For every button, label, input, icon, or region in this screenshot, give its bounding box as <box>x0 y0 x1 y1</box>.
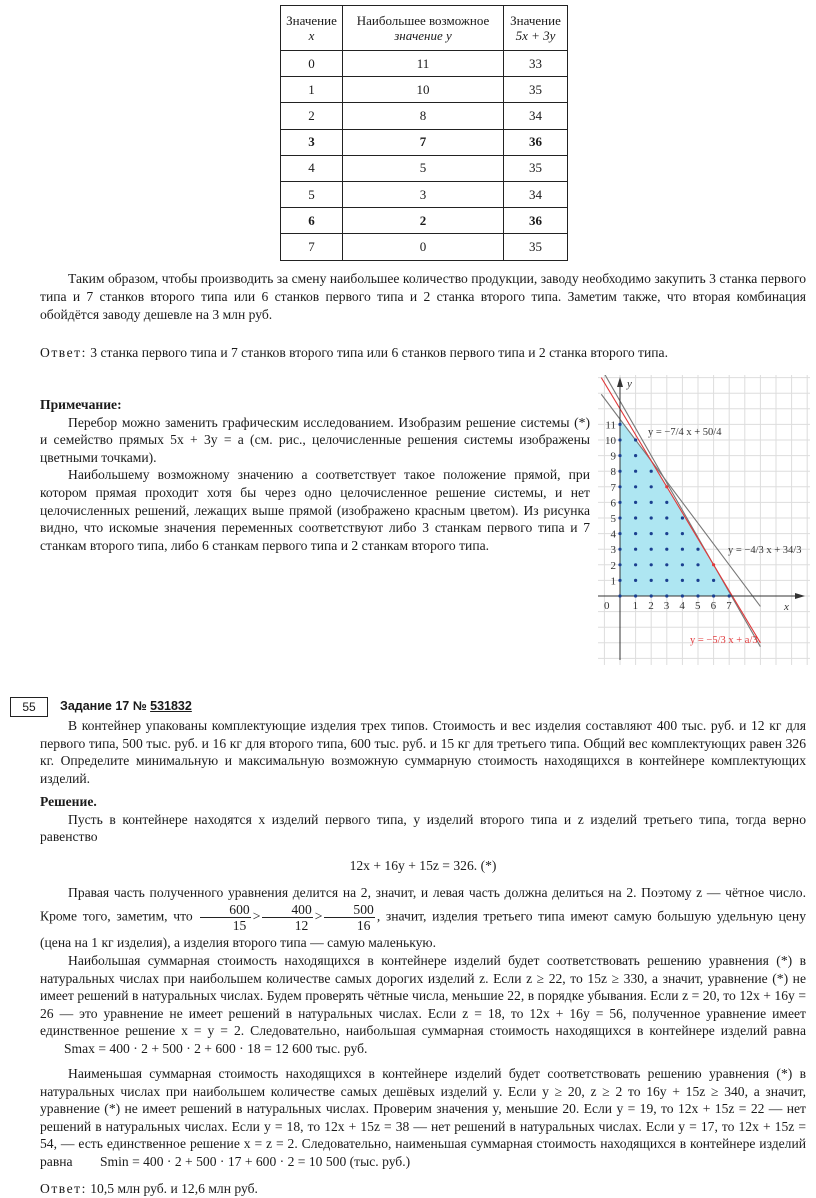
solution-point <box>634 470 637 473</box>
solution-point <box>681 579 684 582</box>
line1-label: y = −7/4 x + 50/4 <box>648 427 722 438</box>
solution-point <box>681 516 684 519</box>
solution-point <box>618 501 621 504</box>
solution-point <box>665 579 668 582</box>
table-row <box>281 181 568 207</box>
solution-point <box>681 594 684 597</box>
y-tick-label: 10 <box>605 435 616 447</box>
solution-point <box>634 485 637 488</box>
y-tick-label: 7 <box>610 481 616 494</box>
table-row <box>281 208 568 234</box>
solution-point <box>665 501 668 504</box>
table-cell: 2 <box>281 103 343 129</box>
note-section <box>40 396 590 554</box>
solution-point <box>634 579 637 582</box>
task-heading: Задание 17 № 531832 <box>60 699 192 713</box>
solution-point <box>618 470 621 473</box>
solution-p1: Пусть в контейнере находятся x изделий первого типа, y изделий второго типа и z изделий третьего типа, тогда верно равенство <box>40 811 806 844</box>
solution-graph <box>598 375 810 665</box>
solution-point <box>618 532 621 535</box>
table-cell: 3 <box>281 129 343 155</box>
solution-point <box>712 563 715 566</box>
table-row <box>281 103 568 129</box>
table-cell: 1 <box>281 77 343 103</box>
table-cell: 35 <box>504 234 568 260</box>
table-cell: 36 <box>504 208 568 234</box>
y-tick-label: 6 <box>610 497 616 510</box>
table-cell: 5 <box>281 181 343 207</box>
table-cell: 33 <box>504 51 568 77</box>
task-id-link[interactable]: 531832 <box>150 699 192 713</box>
task-number-box: 55 <box>10 697 48 717</box>
answer-2: Ответ: 10,5 млн руб. и 12,6 млн руб. <box>40 1181 258 1196</box>
table-cell: 34 <box>504 103 568 129</box>
solution-point <box>696 594 699 597</box>
y-tick-label: 5 <box>610 513 616 525</box>
table-cell: 35 <box>504 155 568 181</box>
solution-point <box>650 563 653 566</box>
solution-point <box>665 548 668 551</box>
solution-point <box>681 532 684 535</box>
x-tick-label: 1 <box>632 600 639 612</box>
note-p1: Перебор можно заменить графическим исследованием. Изобразим решение системы (*) и семейство прямых 5x + 3y = a (см. рис., целочисленные решения системы изображены цветными точками). <box>40 414 590 465</box>
solution-point <box>634 548 637 551</box>
col-header-sum: Значение 5x + 3y <box>504 6 568 51</box>
solution-point <box>634 594 637 597</box>
solution-point <box>696 563 699 566</box>
x-tick-label: 7 <box>726 600 732 612</box>
solution-point <box>696 579 699 582</box>
solution-point <box>618 548 621 551</box>
smax-formula: Smax = 400 · 2 + 500 · 2 + 600 · 18 = 12 600 тыс. руб. <box>64 1040 368 1056</box>
solution-point <box>618 454 621 457</box>
table-row <box>281 77 568 103</box>
x-tick-label: 3 <box>663 600 670 612</box>
feasible-region <box>620 419 731 596</box>
solution-point <box>665 563 668 566</box>
note-p2: Наибольшему возможному значению a соответствует такое положение прямой, при котором прямая проходит хотя бы через одно целочисленное решение системы, и нет целочисленных решений, лежащих выше прямой (изображено красным цветом). Из рисунка видно, что искомые значения переменных соответствуют либо 3 станкам первого типа и 7 станкам второго типа, либо 6 станкам первого типа и 2 станкам второго типа. <box>40 467 590 553</box>
table-cell: 0 <box>281 51 343 77</box>
line3-label: y = −5/3 x + a/3 <box>690 635 758 646</box>
solution-point <box>650 485 653 488</box>
solution-title: Решение. <box>40 794 97 809</box>
col-header-x: Значение x <box>281 6 343 51</box>
x-tick-label: 2 <box>648 600 654 612</box>
table-cell: 34 <box>504 181 568 207</box>
solution-p3: Наибольшая суммарная стоимость находящихся в контейнере изделий будет соответствовать решению уравнения (*) в натуральных числах при наибольшем количестве самых дорогих изделий z. Если z ≥ 22, то 15z ≥ 330, а значит, уравнение (*) не имеет решений в натуральных числах. Будем проверять чётные числа, меньшие 22, в порядке убывания. Если z = 20, то 12x + 16y = 26 — это уравнение не имеет решений в натуральных числах. Если z = 18, то 12x + 16y = 56, полученное уравнение имеет единственное решение x = y = 2. Следовательно, наибольшая суммарная стоимость находящихся в контейнере изделий равна Smax = 400 · 2 + 500 · 2 + 600 · 18 = 12 600 тыс. руб. <box>40 953 806 1056</box>
table-row <box>281 51 568 77</box>
solution-point <box>665 532 668 535</box>
x-axis-label: x <box>784 601 789 613</box>
solution-point <box>696 548 699 551</box>
solution-point <box>665 594 668 597</box>
solution-point <box>650 579 653 582</box>
equation: 12x + 16y + 15z = 326. (*) <box>349 857 497 873</box>
table-cell: 36 <box>504 129 568 155</box>
y-tick-label: 2 <box>610 559 616 572</box>
x-axis-arrow-icon <box>795 593 805 599</box>
y-tick-label: 8 <box>610 466 616 479</box>
table-cell: 11 <box>343 51 504 77</box>
solution-point <box>650 548 653 551</box>
y-tick-label: 4 <box>610 528 616 541</box>
table-cell: 0 <box>343 234 504 260</box>
table-row <box>281 234 568 260</box>
solution-point <box>650 470 653 473</box>
solution-point <box>650 516 653 519</box>
solution-point <box>650 501 653 504</box>
solution-point <box>650 594 653 597</box>
table-cell: 3 <box>343 181 504 207</box>
col-header-y: Наибольшее возможное значение y <box>343 6 504 51</box>
origin-label: 0 <box>604 600 610 612</box>
solution-point <box>681 563 684 566</box>
table-cell: 6 <box>281 208 343 234</box>
solution-p4: Наименьшая суммарная стоимость находящихся в контейнере изделий будет соответствовать решению уравнения (*) в натуральных числах при наибольшем количестве самых дешёвых изделий y. Если y ≥ 20, z ≥ 2 то 16y + 15z ≥ 340, а значит, уравнение (*) не имеет решений в натуральных числах. Проверим значения y, меньшие 20. Если y = 19, то 12x + 15z = 22 — нет решений в натуральных числах. Если y = 18, то 12x + 15z = 38 — нет решений в натуральных числах. Если y = 17, то 12x + 15z = 54, — есть единственное решение x = z = 2. Следовательно, наименьшая суммарная стоимость находящихся в контейнере изделий равна Smin = 400 · 2 + 500 · 17 + 600 · 2 = 10 500 (тыс. руб.) <box>40 1066 806 1169</box>
table-cell: 7 <box>281 234 343 260</box>
solution-point <box>728 594 731 597</box>
table-cell: 5 <box>343 155 504 181</box>
y-axis-arrow-icon <box>617 377 623 387</box>
solution-point <box>618 485 621 488</box>
line2-label: y = −4/3 x + 34/3 <box>728 545 802 556</box>
solution-point <box>618 516 621 519</box>
answer-1: Ответ: 3 станка первого типа и 7 станков второго типа или 6 станков первого типа и 2 станка второго типа. <box>40 345 668 360</box>
solution-p2: Правая часть полученного уравнения делится на 2, значит, и левая часть должна делиться на 2. Поэтому z — чётное число. Кроме того, заметим, что $\frac{600}{15}$ > $\frac{400}{12}$ > $\frac{500}{16}$ , значит, изделия третьего типа имеют самую большую удельную цену (цена на 1 кг изделия), а изделия второго типа — самую маленькую. <box>40 885 806 950</box>
y-axis-label: y <box>627 378 632 390</box>
solution-point <box>634 532 637 535</box>
table-cell: 4 <box>281 155 343 181</box>
solution-point <box>618 438 621 441</box>
table-row <box>281 129 568 155</box>
task-statement: В контейнер упакованы комплектующие изделия трех типов. Стоимость и вес изделия составляют 400 тыс. руб. и 12 кг для первого типа, 500 тыс. руб. и 16 кг для второго типа, 600 тыс. руб. и 15 кг для третьего типа. Общий вес комплектующих равен 326 кг. Определите минимальную и максимальную возможную суммарную стоимость находящихся в контейнере комплектующих изделий. <box>40 718 806 786</box>
solution-point <box>712 594 715 597</box>
table-cell: 10 <box>343 77 504 103</box>
solution-point <box>618 563 621 566</box>
conclusion-paragraph: Таким образом, чтобы производить за смену наибольшее количество продукции, заводу необходимо закупить 3 станка первого типа и 7 станков второго типа или 6 станков первого типа и 2 станка второго типа. Заметим также, что вторая комбинация обойдётся заводу дешевле на 3 млн руб. <box>40 271 806 322</box>
solution-point <box>665 516 668 519</box>
solution-point <box>681 548 684 551</box>
solution-point <box>634 454 637 457</box>
x-tick-label: 5 <box>695 600 701 612</box>
smin-formula: Smin = 400 · 2 + 500 · 17 + 600 · 2 = 10 500 (тыс. руб.) <box>99 1153 411 1169</box>
solution-point <box>634 516 637 519</box>
y-tick-label: 3 <box>610 544 616 557</box>
solution-point <box>634 438 637 441</box>
solution-point <box>650 532 653 535</box>
values-table <box>280 5 568 261</box>
solution-point <box>634 563 637 566</box>
table-row <box>281 155 568 181</box>
y-tick-label: 1 <box>610 575 616 588</box>
solution-point <box>634 501 637 504</box>
y-tick-label: 9 <box>610 450 616 463</box>
table-cell: 8 <box>343 103 504 129</box>
table-cell: 2 <box>343 208 504 234</box>
note-title: Примечание: <box>40 397 122 412</box>
solution-point <box>618 594 621 597</box>
solution-point <box>618 579 621 582</box>
x-tick-label: 4 <box>679 600 685 612</box>
y-tick-label: 11 <box>605 419 616 432</box>
table-cell: 35 <box>504 77 568 103</box>
x-tick-label: 6 <box>710 600 717 612</box>
task-body <box>40 717 806 1198</box>
table-cell: 7 <box>343 129 504 155</box>
solution-point <box>712 579 715 582</box>
solution-point <box>665 485 668 488</box>
solution-point <box>618 423 621 426</box>
